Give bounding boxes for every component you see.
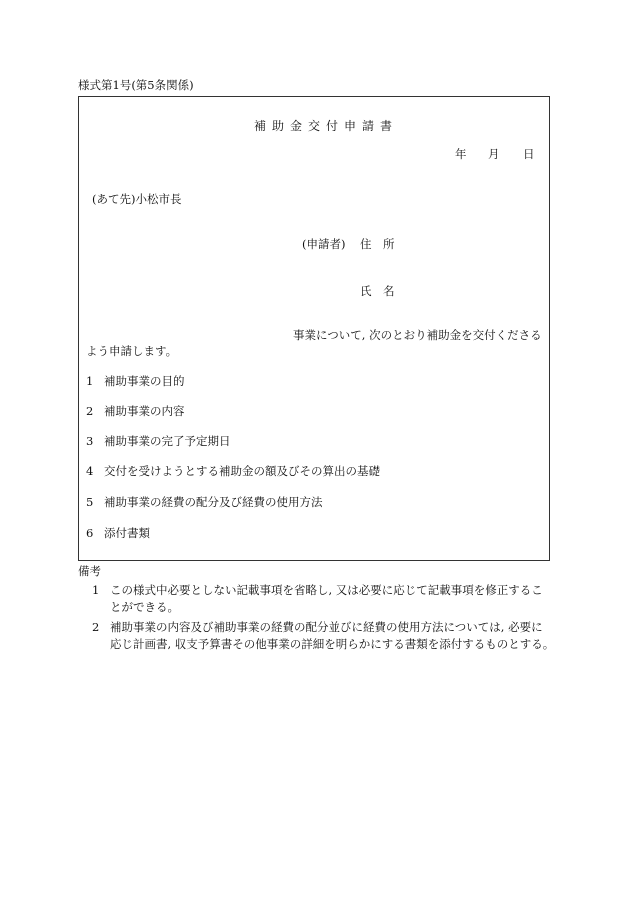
remark-note-2-line2: 応じ計画書, 収支予算書その他事業の詳細を明らかにする書類を添付するものとする。 — [110, 637, 555, 651]
remark-note-1-line1: 1 この様式中必要としない記載事項を省略し, 又は必要に応じて記載事項を修正するこ — [92, 583, 543, 597]
intro-text-line2: よう申請します。 — [86, 344, 178, 358]
remark-note-1-line2: とができる。 — [110, 600, 179, 614]
document-title: 補助金交付申請書 — [254, 119, 399, 133]
form-item: 6 添付書類 — [86, 526, 150, 540]
remark-note-2-line1: 2 補助事業の内容及び補助事業の経費の配分並びに経費の使用方法については, 必要に — [92, 620, 543, 634]
addressee: (あて先)小松市長 — [92, 192, 182, 206]
date-day-label: 日 — [523, 147, 535, 161]
form-item: 3 補助事業の完了予定期日 — [86, 434, 231, 448]
applicant-label: (申請者) — [302, 237, 346, 251]
intro-text-line1: 事業について, 次のとおり補助金を交付くださる — [293, 328, 542, 342]
form-item: 4 交付を受けようとする補助金の額及びその算出の基礎 — [86, 464, 380, 478]
remarks-heading: 備考 — [78, 564, 101, 578]
applicant-name-label: 氏 名 — [360, 284, 395, 298]
form-item: 5 補助事業の経費の配分及び経費の使用方法 — [86, 495, 323, 509]
form-item: 2 補助事業の内容 — [86, 404, 185, 418]
date-year-label: 年 — [455, 147, 467, 161]
applicant-address-label: 住 所 — [360, 237, 395, 251]
date-month-label: 月 — [488, 147, 500, 161]
form-item: 1 補助事業の目的 — [86, 374, 185, 388]
form-number-label: 様式第1号(第5条関係) — [78, 78, 194, 92]
